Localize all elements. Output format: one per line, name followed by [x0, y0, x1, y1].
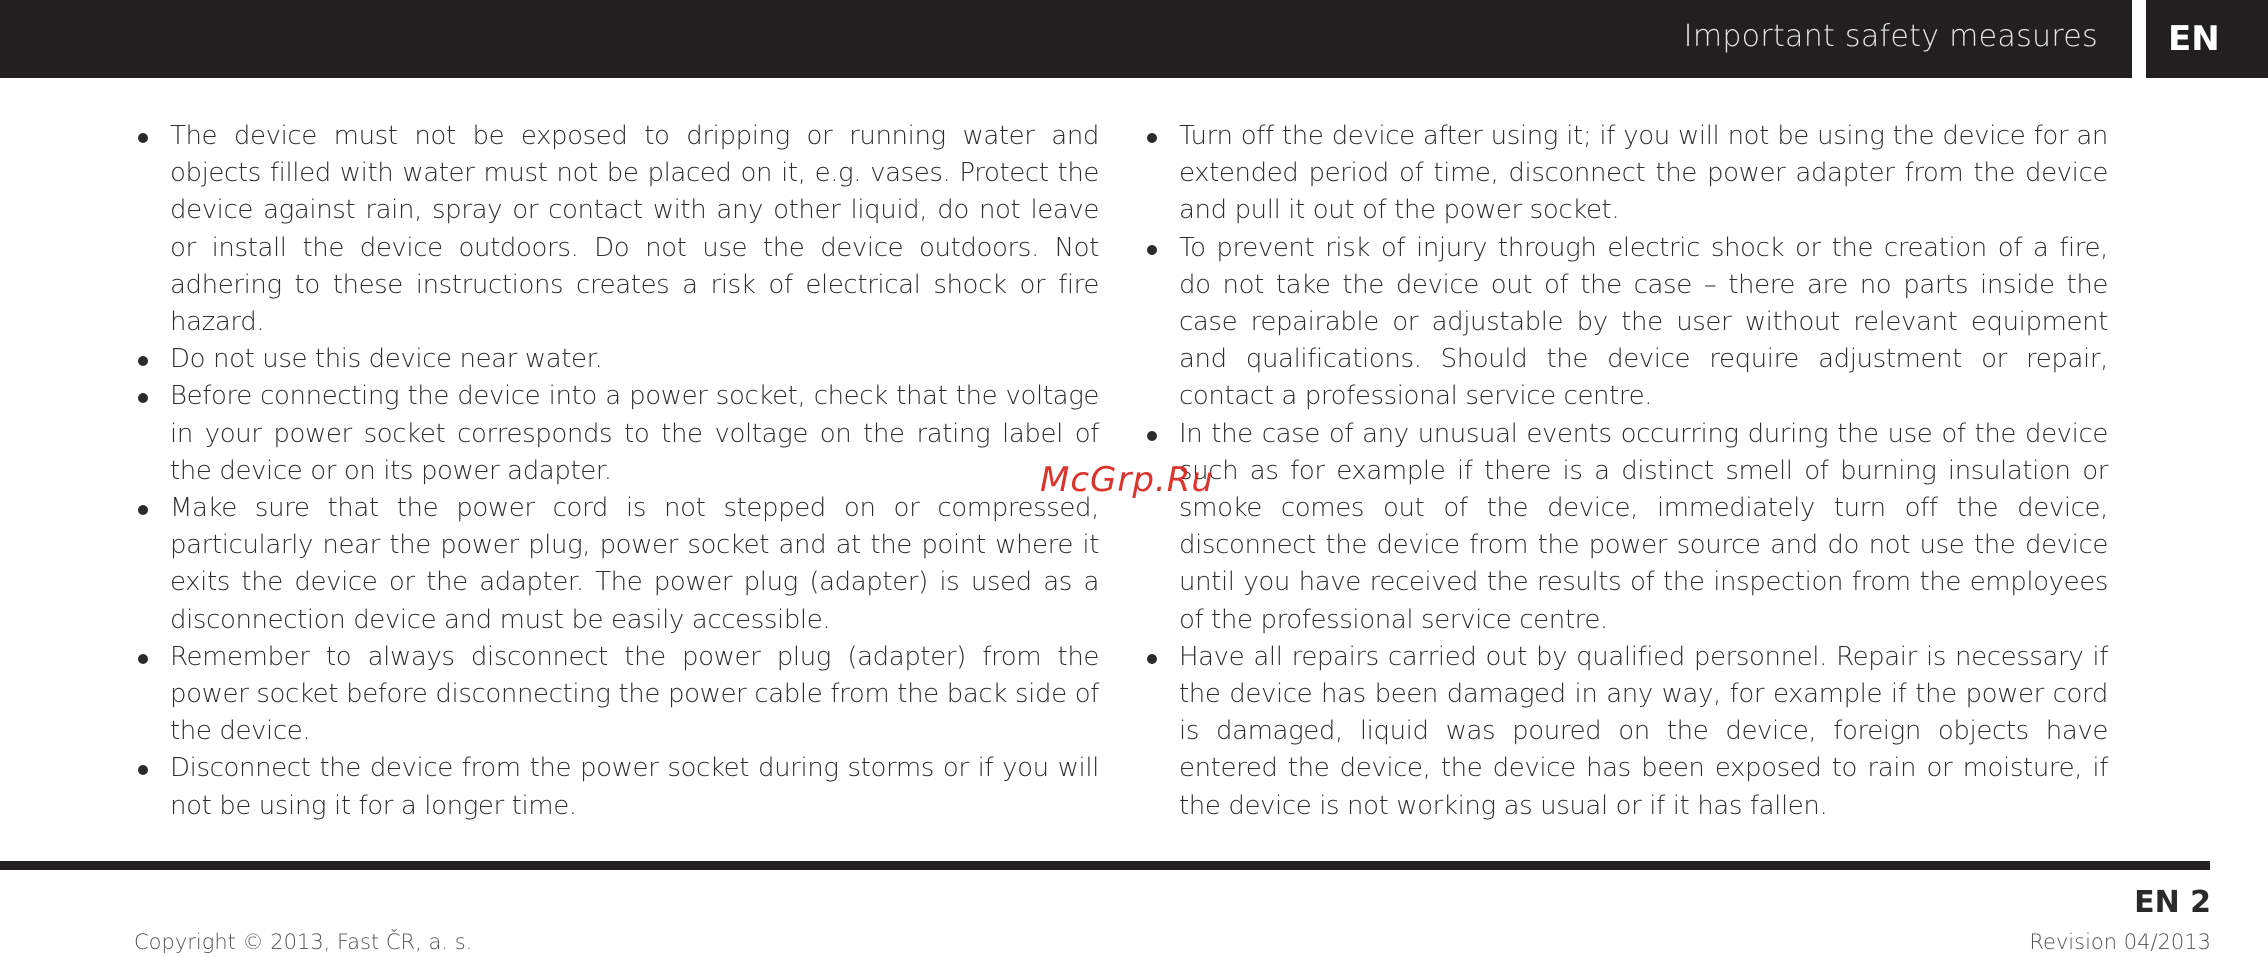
bullet-icon	[138, 393, 148, 403]
bullet-icon	[1147, 431, 1157, 441]
list-item	[1143, 639, 2108, 825]
list-item	[134, 490, 1099, 639]
left-bullet-list	[134, 118, 1099, 825]
bullet-icon	[138, 356, 148, 366]
list-item-text: Do not use this device near water.	[170, 344, 603, 375]
list-item	[134, 341, 1099, 378]
bullet-icon	[138, 505, 148, 515]
footer-divider	[0, 861, 2210, 870]
list-item-text: Turn off the device after using it; if you will not be using the device for an extended period of time, disconnect the power adapter from the device and pull it out of the power socket.	[1179, 121, 2108, 226]
list-item	[1143, 416, 2108, 639]
bullet-icon	[1147, 245, 1157, 255]
language-badge: EN	[2132, 0, 2268, 78]
bullet-icon	[138, 133, 148, 143]
list-item	[134, 639, 1099, 751]
list-item-text: Disconnect the device from the power socket during storms or if you will not be using it for a longer time.	[170, 753, 1099, 821]
list-item	[1143, 230, 2108, 416]
list-item-text: Before connecting the device into a power socket, check that the voltage in your power socket corresponds to the voltage on the rating label of the device or on its power adapter.	[170, 381, 1099, 486]
bullet-icon	[1147, 133, 1157, 143]
copyright-notice: Copyright © 2013, Fast ČR, a. s.	[134, 930, 473, 954]
right-column	[1143, 118, 2108, 825]
page-number: EN 2	[2134, 885, 2211, 920]
list-item-text: The device must not be exposed to dripping or running water and objects filled with water must not be placed on it, e.g. vases. Protect the device against rain, spray or contact with any other liquid, do not leave or install the device outdoors. Do not use the device outdoors. Not adhering to these instructions creates a risk of electrical shock or fire hazard.	[170, 121, 1099, 338]
list-item-text: To prevent risk of injury through electric shock or the creation of a fire, do not take the device out of the case – there are no parts inside the case repairable or adjustable by the user without relevant equipment and qualifications. Should the device require adjustment or repair, contact a professional service centre.	[1179, 232, 2108, 412]
bullet-icon	[138, 765, 148, 775]
list-item-text: Make sure that the power cord is not stepped on or compressed, particularly near the power plug, power socket and at the point where it exits the device or the adapter. The power plug (adapter) is used as a disconnection device and must be easily accessible.	[170, 493, 1099, 635]
list-item-text: In the case of any unusual events occurring during the use of the device such as for example if there is a distinct smell of burning insulation or smoke comes out of the device, immediately turn off the device, disconnect the device from the power source and do not use the device until you have received the results of the inspection from the employees of the professional service centre.	[1179, 418, 2108, 635]
bullet-icon	[138, 654, 148, 664]
header-bar	[0, 0, 2268, 78]
revision-label: Revision 04/2013	[2029, 930, 2211, 954]
list-item	[134, 118, 1099, 341]
left-column	[134, 118, 1099, 825]
right-bullet-list	[1143, 118, 2108, 825]
list-item	[1143, 118, 2108, 230]
list-item	[134, 378, 1099, 490]
list-item	[134, 750, 1099, 824]
list-item-text: Have all repairs carried out by qualified personnel. Repair is necessary if the device has been damaged in any way, for example if the power cord is damaged, liquid was poured on the device, foreign objects have entered the device, the device has been exposed to rain or moisture, if the device is not working as usual or if it has fallen.	[1179, 641, 2108, 821]
list-item-text: Remember to always disconnect the power plug (adapter) from the power socket before disconnecting the power cable from the back side of the device.	[170, 641, 1099, 747]
section-title: Important safety measures	[1683, 19, 2098, 54]
watermark: McGrp.Ru	[1040, 460, 1214, 500]
bullet-icon	[1147, 654, 1157, 664]
